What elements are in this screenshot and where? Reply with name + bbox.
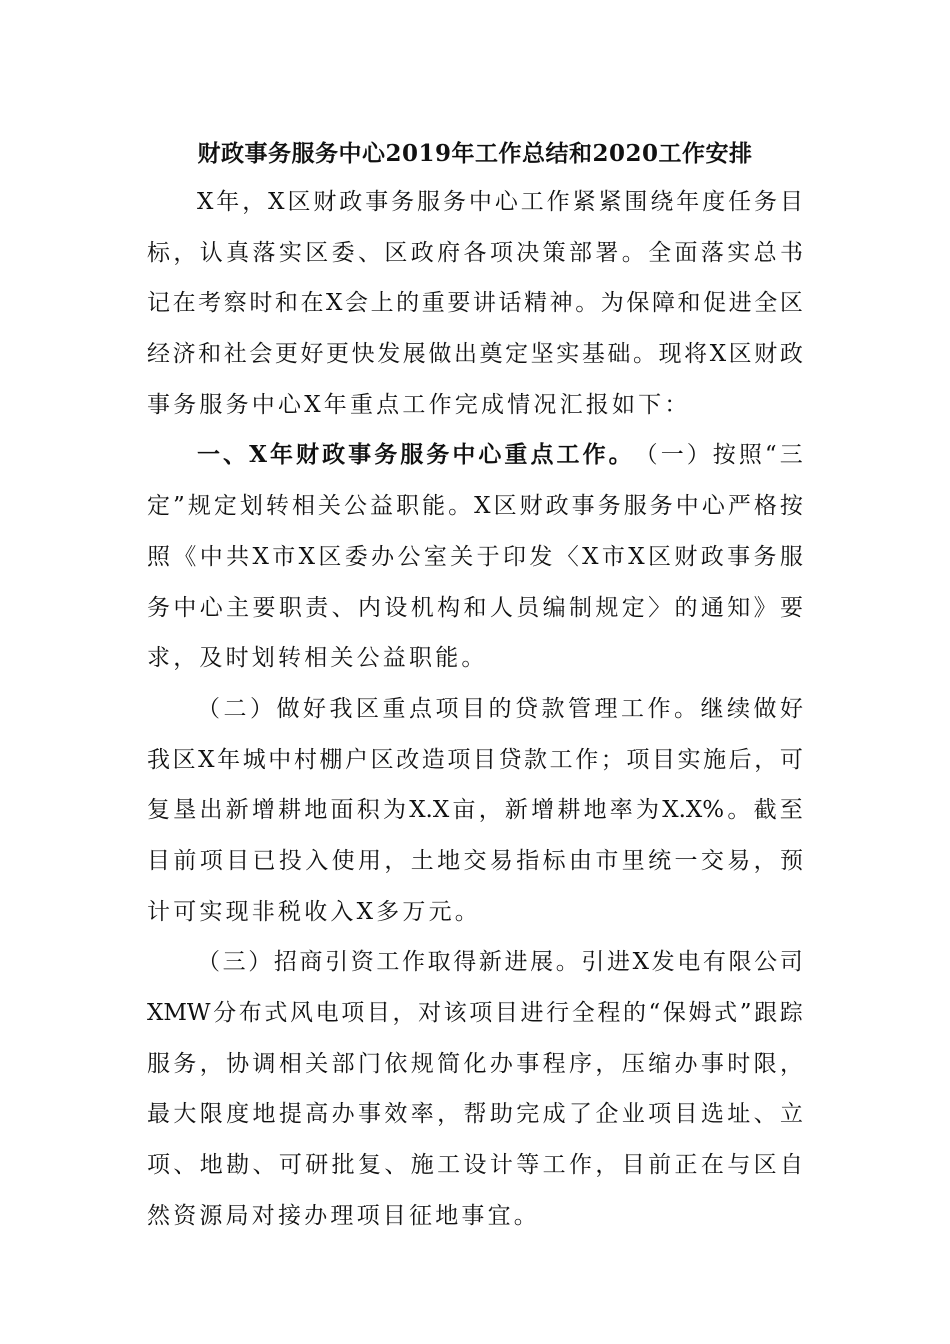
document-body: [147, 177, 803, 1241]
paragraph-line: [147, 633, 803, 684]
paragraph-line: 务 中 心 主 要 职 责 、 内 设 机 构 和 人 员 编 制 规 定 〉 的 通 知 》 要: [147, 594, 803, 621]
paragraph-line: 我 区 X 年 城 中 村 棚 户 区 改 造 项 目 贷 款 工 作 ； 项 目 实 施 后 ， 可: [147, 746, 803, 773]
paragraph-line: 照 《 中 共 X 市 X 区 委 办 公 室 关 于 印 发 〈 X 市 X 区 财 政 事 务 服: [147, 543, 803, 570]
line-text: 计可实现非税收入X多万元。: [147, 898, 481, 925]
paragraph-line: [147, 380, 803, 431]
line-text: 求，及时划转相关公益职能。: [147, 645, 488, 672]
line-text: 事务服务中心X年重点工作完成情况汇报如下：: [147, 391, 691, 418]
paragraph-line: X 年 ， X 区 财 政 事 务 服 务 中 心 工 作 紧 紧 围 绕 年 度 任 务 目: [197, 189, 803, 215]
paragraph-line: 复 垦 出 新 增 耕 地 面 积 为 X.X 亩 ， 新 增 耕 地 率 为 X.X% 。 截 至: [147, 797, 803, 824]
paragraph-line: （ 三 ） 招 商 引 资 工 作 取 得 新 进 展 。 引 进 X 发 电 有 限 公 司: [197, 949, 803, 976]
paragraph-line: 经 济 和 社 会 更 好 更 快 发 展 做 出 奠 定 坚 实 基 础 。 现 将 X 区 财 政: [147, 341, 803, 368]
paragraph-line: 最 大 限 度 地 提 高 办 事 效 率 ， 帮 助 完 成 了 企 业 项 目 选 址 、 立: [147, 1101, 803, 1128]
paragraph-line: （ 二 ） 做 好 我 区 重 点 项 目 的 贷 款 管 理 工 作 。 继 续 做 好: [197, 695, 803, 722]
paragraph-line: [147, 1191, 803, 1242]
paragraph-line: 目 前 项 目 已 投 入 使 用 ， 土 地 交 易 指 标 由 市 里 统 一 交 易 ， 预: [147, 847, 803, 874]
paragraph-line: 一 、 X 年 财 政 事 务 服 务 中 心 重 点 工 作 。 （ 一 ） 按 照 “ 三: [197, 441, 803, 469]
paragraph-line: 定 ” 规 定 划 转 相 关 公 益 职 能 。 X 区 财 政 事 务 服 务 中 心 严 格 按: [147, 493, 803, 520]
document-title: 财政事务服务中心2019年工作总结和2020工作安排: [197, 140, 753, 167]
paragraph-line: [147, 887, 803, 938]
paragraph-line: 服 务 ， 协 调 相 关 部 门 依 规 简 化 办 事 程 序 ， 压 缩 办 事 时 限 ，: [147, 1050, 803, 1077]
paragraph-line: XMW 分 布 式 风 电 项 目 ， 对 该 项 目 进 行 全 程 的 “ 保 姆 式 ” 跟 踪: [147, 1000, 803, 1026]
paragraph-line: 记 在 考 察 时 和 在 X 会 上 的 重 要 讲 话 精 神 。 为 保 障 和 促 进 全 区: [147, 290, 803, 317]
line-text: 然资源局对接办理项目征地事宜。: [147, 1202, 540, 1229]
paragraph-line: 项 、 地 勘 、 可 研 批 复 、 施 工 设 计 等 工 作 ， 目 前 正 在 与 区 自: [147, 1152, 803, 1179]
paragraph-line: 标 ， 认 真 落 实 区 委 、 区 政 府 各 项 决 策 部 署 。 全 面 落 实 总 书: [147, 239, 803, 266]
